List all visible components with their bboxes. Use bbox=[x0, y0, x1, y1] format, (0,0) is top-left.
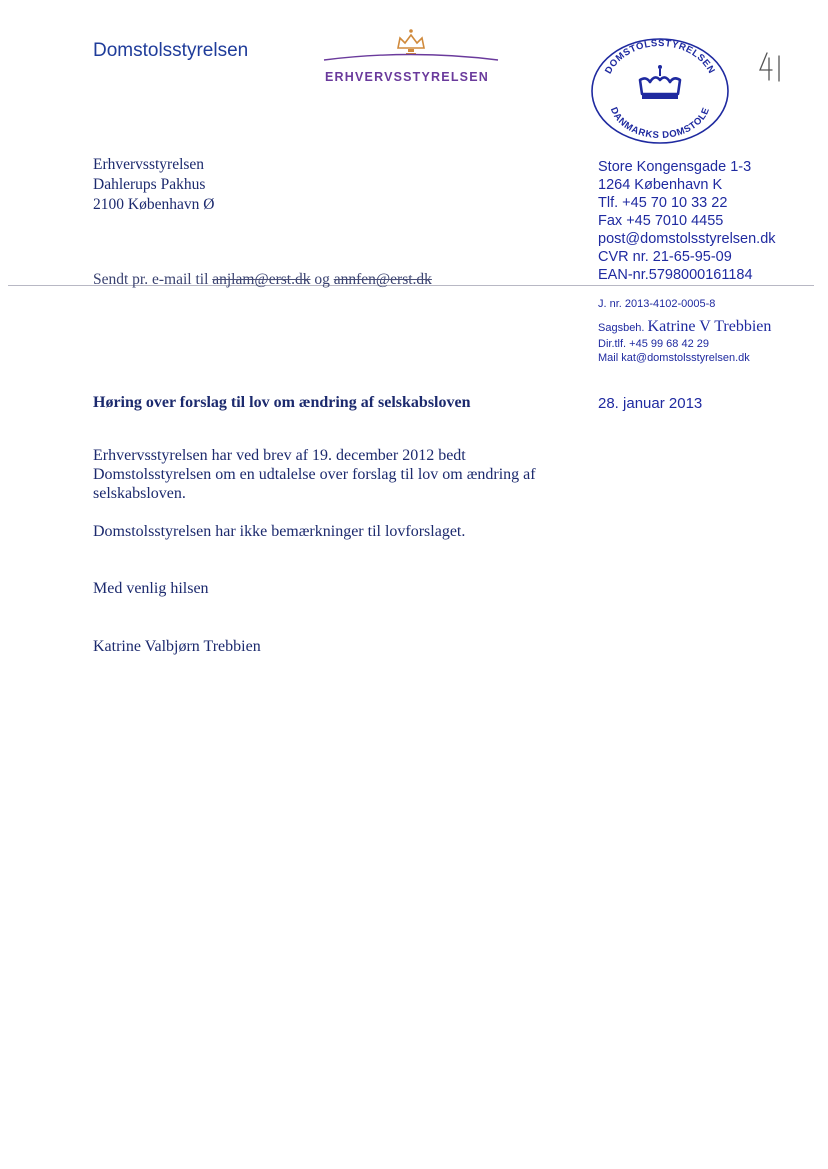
recipient-email-1: anjlam@erst.dk bbox=[212, 271, 311, 288]
letter-subject: Høring over forslag til lov om ændring af selskabsloven bbox=[93, 394, 471, 411]
sender-name: Domstolsstyrelsen bbox=[93, 40, 249, 61]
sender-email: post@domstolsstyrelsen.dk bbox=[598, 231, 776, 247]
sender-phone: Tlf. +45 70 10 33 22 bbox=[598, 195, 728, 211]
erhvervsstyrelsen-wordmark: ERHVERVSSTYRELSEN bbox=[325, 70, 489, 84]
caseworker-mail: Mail kat@domstolsstyrelsen.dk bbox=[598, 352, 750, 364]
crown-icon bbox=[398, 29, 424, 54]
sender-address-line: Store Kongensgade 1-3 bbox=[598, 159, 752, 175]
direct-phone: Dir.tlf. +45 99 68 42 29 bbox=[598, 338, 709, 350]
sender-fax: Fax +45 7010 4455 bbox=[598, 213, 724, 229]
journal-number: J. nr. 2013-4102-0005-8 bbox=[598, 298, 716, 310]
seal-bottom-text: DANMARKS DOMSTOLE bbox=[607, 105, 713, 142]
body-paragraph-2: Domstolsstyrelsen har ikke bemærkninger til lovforslaget. bbox=[93, 523, 466, 540]
caseworker bbox=[598, 318, 771, 336]
letter-date: 28. januar 2013 bbox=[598, 395, 703, 412]
recipient-line: 2100 København Ø bbox=[93, 196, 215, 213]
caseworker-name: Katrine V Trebbien bbox=[647, 318, 772, 335]
sender-ean: EAN-nr.5798000161184 bbox=[598, 267, 753, 283]
sender-cvr: CVR nr. 21-65-95-09 bbox=[598, 249, 732, 265]
recipient-line: Erhvervsstyrelsen bbox=[93, 156, 205, 173]
handwritten-page-number bbox=[757, 50, 785, 86]
body-paragraph-line: Erhvervsstyrelsen har ved brev af 19. december 2012 bedt bbox=[93, 447, 466, 464]
sender-address-line: 1264 København K bbox=[598, 177, 723, 193]
caseworker-label: Sagsbeh. bbox=[598, 322, 645, 334]
sent-conj: og bbox=[314, 271, 330, 288]
recipient-email-2: annfen@erst.dk bbox=[333, 271, 432, 288]
body-paragraph-line: selskabsloven. bbox=[93, 485, 186, 502]
body-paragraph-line: Domstolsstyrelsen om en udtalelse over forslag til lov om ændring af bbox=[93, 466, 536, 483]
seal-crown-icon bbox=[640, 65, 680, 99]
domstolsstyrelsen-seal bbox=[590, 36, 730, 146]
sent-by-email-line bbox=[93, 271, 432, 289]
recipient-line: Dahlerups Pakhus bbox=[93, 176, 206, 193]
sent-prefix: Sendt pr. e-mail til bbox=[93, 271, 209, 288]
closing: Med venlig hilsen bbox=[93, 580, 209, 597]
seal-top-text: DOMSTOLSSTYRELSEN bbox=[602, 37, 718, 76]
signature-name: Katrine Valbjørn Trebbien bbox=[93, 638, 261, 655]
